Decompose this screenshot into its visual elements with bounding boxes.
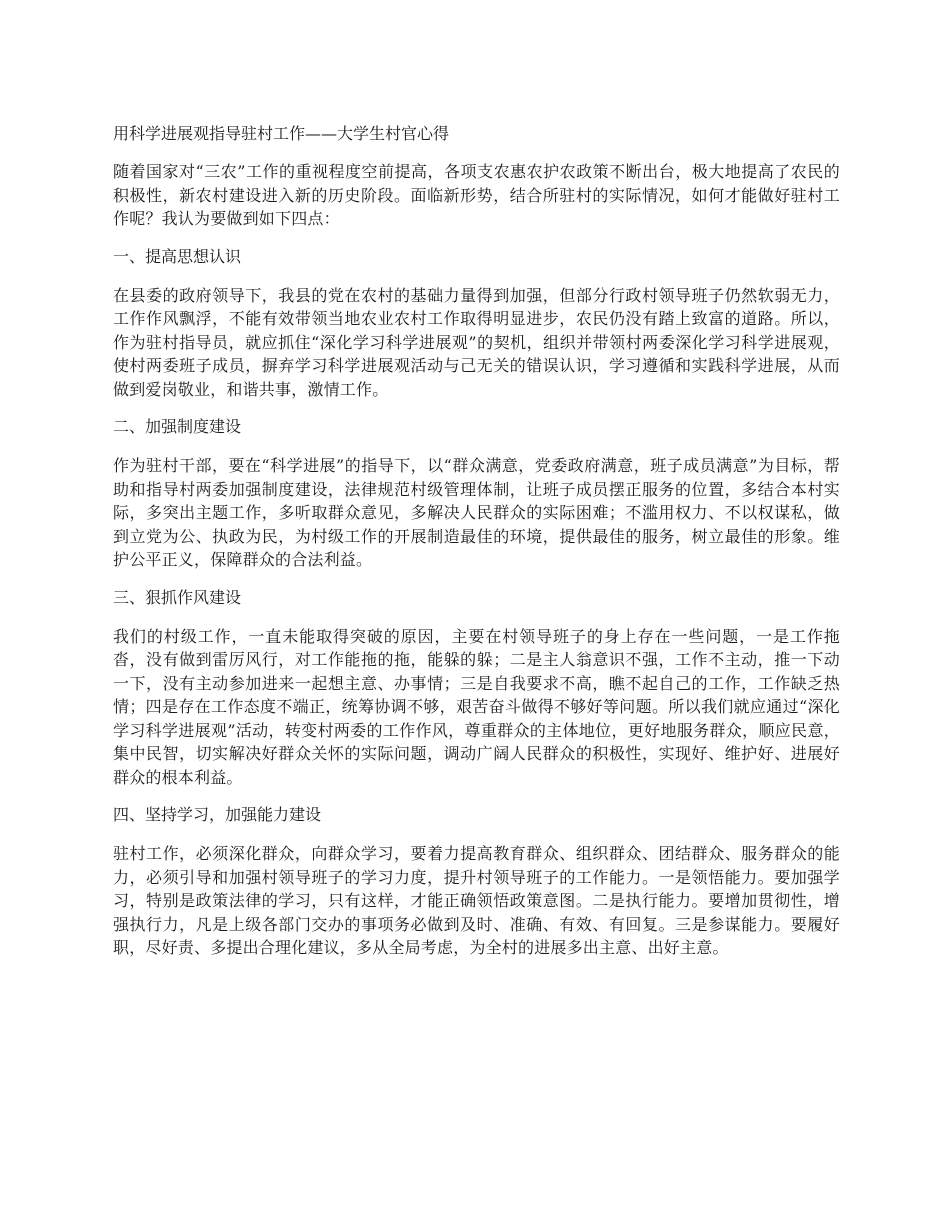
intro-paragraph: 随着国家对“三农”工作的重视程度空前提高，各项支农惠农护农政策不断出台，极大地提高了农民的积极性，新农村建设进入新的历史阶段。面临新形势，结合所驻村的实际情况，如何才能做好驻村工作呢？我认为要做到如下四点：: [113, 162, 840, 228]
section-body-2: 作为驻村干部，要在“科学进展”的指导下，以“群众满意，党委政府满意，班子成员满意”为目标，帮助和指导村两委加强制度建设，法律规范村级管理体制，让班子成员摆正服务的位置，多结合本村实际，多突出主题工作，多听取群众意见，多解决人民群众的实际困难；不滥用权力、不以权谋私，做到立党为公、执政为民，为村级工作的开展制造最佳的环境，提供最佳的服务，树立最佳的形象。维护公平正义，保障群众的合法利益。: [113, 456, 840, 569]
section-body-4: 驻村工作，必须深化群众，向群众学习，要着力提高教育群众、组织群众、团结群众、服务群众的能力，必须引导和加强村领导班子的学习力度，提升村领导班子的工作能力。一是领悟能力。要加强学习，特别是政策法律的学习，只有这样，才能正确领悟政策意图。二是执行能力。要增加贯彻性，增强执行力，凡是上级各部门交办的事项务必做到及时、准确、有效、有回复。三是参谋能力。要履好职，尽好责、多提出合理化建议，多从全局考虑，为全村的进展多出主意、出好主意。: [113, 844, 840, 957]
section-heading-1: 一、提高思想认识: [113, 246, 242, 266]
section-heading-2: 二、加强制度建设: [113, 417, 242, 436]
document-title: 用科学进展观指导驻村工作——大学生村官心得: [113, 124, 450, 143]
section-body-3: 我们的村级工作，一直未能取得突破的原因，主要在村领导班子的身上存在一些问题，一是工作拖沓，没有做到雷厉风行，对工作能拖的拖，能躲的躲；二是主人翁意识不强，工作不主动，推一下动一下，没有主动参加进来一起想主意、办事情；三是自我要求不高，瞧不起自己的工作，工作缺乏热情；四是存在工作态度不端正，统筹协调不够，艰苦奋斗做得不够好等问题。所以我们就应通过“深化学习科学进展观”活动，转变村两委的工作作风，尊重群众的主体地位，更好地服务群众，顺应民意，集中民智，切实解决好群众关怀的实际问题，调动广阔人民群众的积极性，实现好、维护好、进展好群众的根本利益。: [113, 626, 840, 787]
document-page: [113, 122, 840, 974]
section-heading-4: 四、坚持学习，加强能力建设: [113, 805, 322, 824]
section-body-1: 在县委的政府领导下，我县的党在农村的基础力量得到加强，但部分行政村领导班子仍然软弱无力，工作作风飘浮，不能有效带领当地农业农村工作取得明显进步，农民仍没有踏上致富的道路。所以，作为驻村指导员，就应抓住“深化学习科学进展观”的契机，组织并带领村两委深化学习科学进展观，使村两委班子成员，摒弃学习科学进展观活动与己无关的错误认识，学习遵循和实践科学进展，从而做到爱岗敬业，和谐共事，激情工作。: [113, 285, 840, 399]
section-heading-3: 三、狠抓作风建设: [113, 587, 242, 607]
